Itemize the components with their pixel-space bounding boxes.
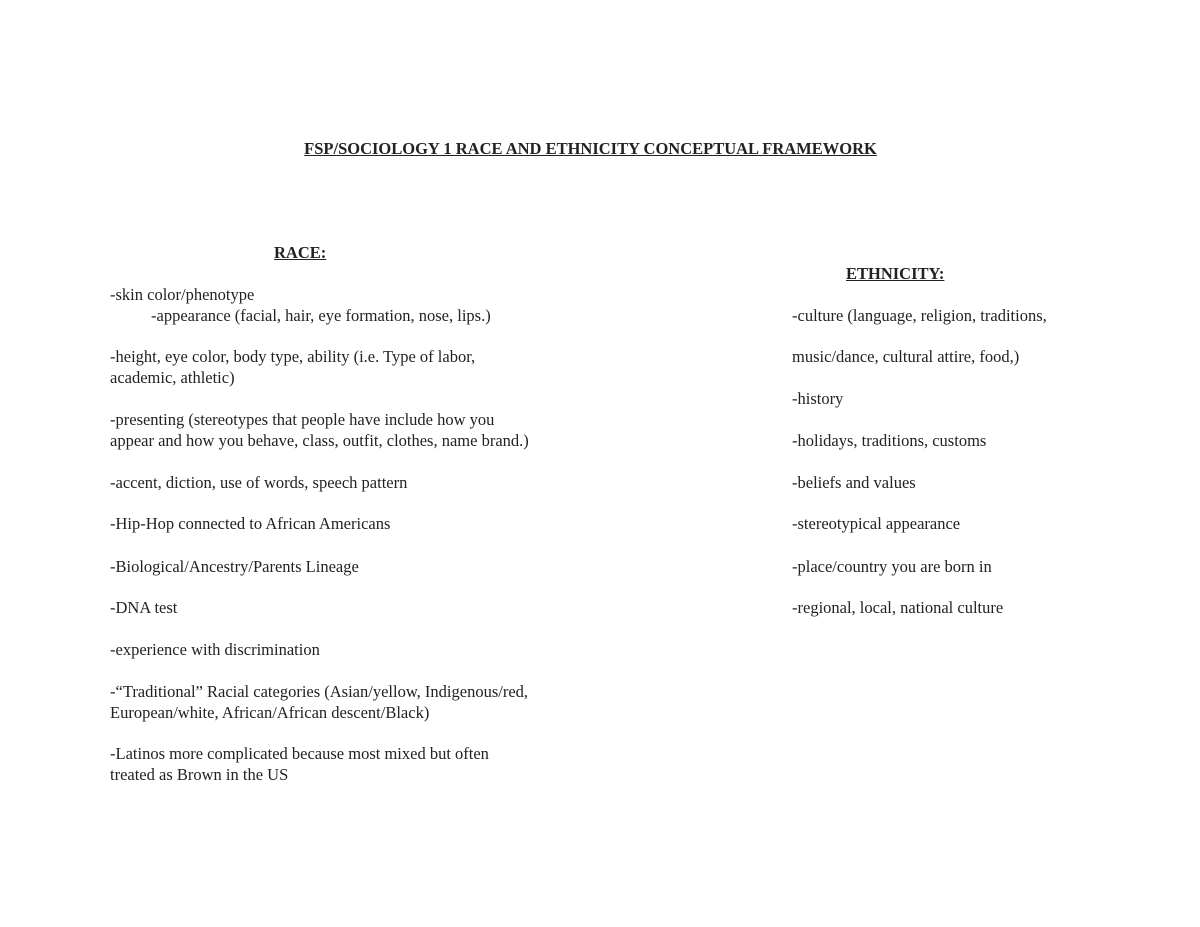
race-line: appear and how you behave, class, outfit, clothes, name brand.) xyxy=(110,431,529,450)
race-line: -Biological/Ancestry/Parents Lineage xyxy=(110,557,359,576)
ethnicity-line: -history xyxy=(792,389,844,408)
race-heading: RACE: xyxy=(274,243,327,262)
race-line: academic, athletic) xyxy=(110,368,235,387)
race-line: -“Traditional” Racial categories (Asian/yellow, Indigenous/red, xyxy=(110,682,529,701)
ethnicity-line: -stereotypical appearance xyxy=(792,514,961,533)
ethnicity-line: -place/country you are born in xyxy=(792,557,992,576)
ethnicity-line: -holidays, traditions, customs xyxy=(792,431,987,450)
ethnicity-line: music/dance, cultural attire, food,) xyxy=(792,347,1020,366)
race-line: treated as Brown in the US xyxy=(110,765,289,784)
race-line: -Hip-Hop connected to African Americans xyxy=(110,514,391,533)
race-line: -DNA test xyxy=(110,598,178,617)
race-line: -accent, diction, use of words, speech pattern xyxy=(110,473,408,492)
race-line: -Latinos more complicated because most mixed but often xyxy=(110,744,489,763)
ethnicity-line: -culture (language, religion, traditions, xyxy=(792,306,1047,325)
race-line: -skin color/phenotype xyxy=(110,285,255,304)
race-line: European/white, African/African descent/Black) xyxy=(110,703,430,722)
document-title: FSP/SOCIOLOGY 1 RACE AND ETHNICITY CONCEPTUAL FRAMEWORK xyxy=(304,139,877,158)
ethnicity-line: -regional, local, national culture xyxy=(792,598,1004,617)
race-line: -height, eye color, body type, ability (i.e. Type of labor, xyxy=(110,347,476,366)
ethnicity-line: -beliefs and values xyxy=(792,473,916,492)
ethnicity-heading: ETHNICITY: xyxy=(846,264,945,283)
race-line: -experience with discrimination xyxy=(110,640,320,659)
race-line: -appearance (facial, hair, eye formation, nose, lips.) xyxy=(151,306,491,325)
race-line: -presenting (stereotypes that people have include how you xyxy=(110,410,495,429)
